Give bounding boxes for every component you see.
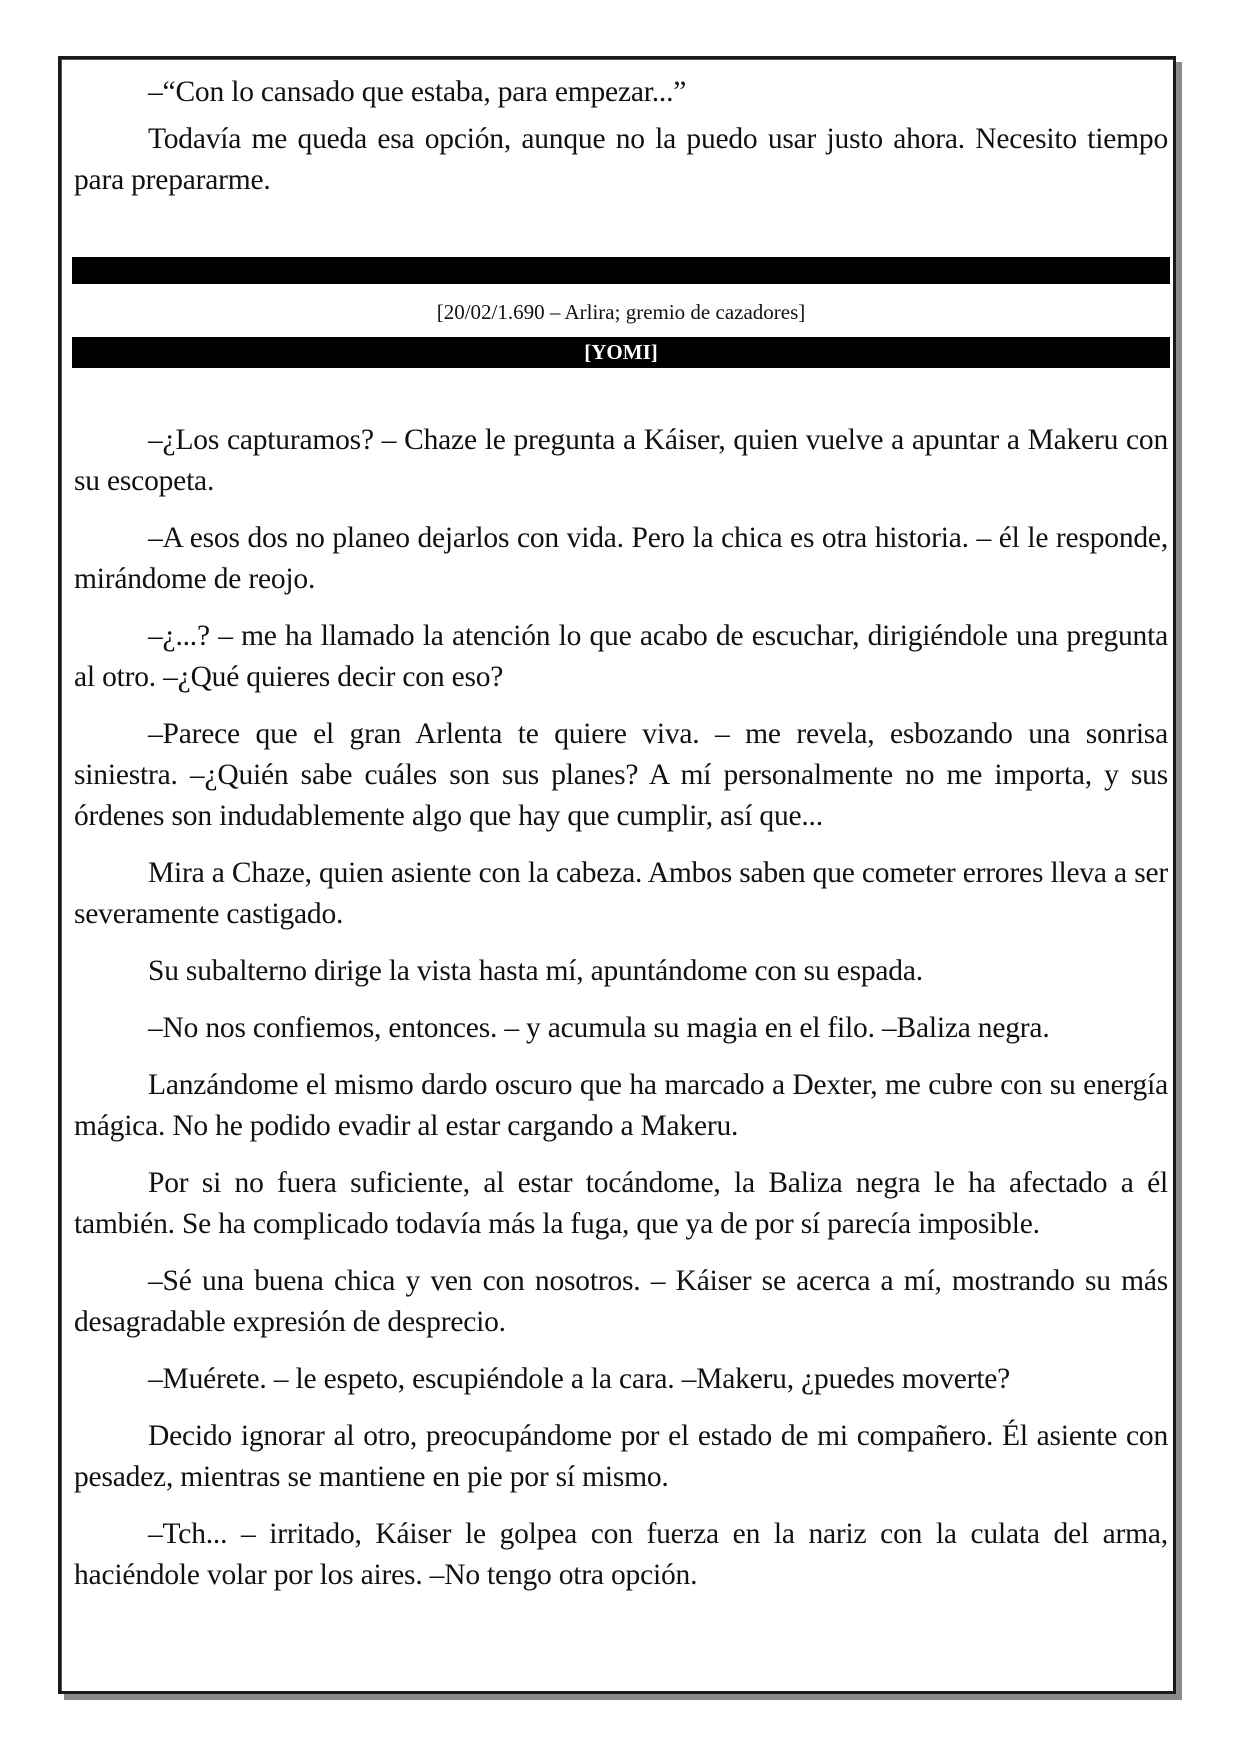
scene-caption: [20/02/1.690 – Arlira; gremio de cazadores] xyxy=(436,300,806,324)
page-content xyxy=(74,72,1168,1596)
paragraph-2: –A esos dos no planeo dejarlos con vida. Pero la chica es otra historia. – él le responde, mirándome de reojo. xyxy=(74,522,1168,595)
pov-header-bar xyxy=(72,337,1170,368)
paragraph-5: Mira a Chaze, quien asiente con la cabeza. Ambos saben que cometer errores lleva a ser severamente castigado. xyxy=(74,857,1168,930)
paragraph-9: Por si no fuera suficiente, al estar tocándome, la Baliza negra le ha afectado a él también. Se ha complicado todavía más la fuga, que ya de por sí parecía imposible. xyxy=(74,1167,1168,1240)
scene-divider-bar xyxy=(72,257,1170,284)
paragraph-8: Lanzándome el mismo dardo oscuro que ha marcado a Dexter, me cubre con su energía mágica. No he podido evadir al estar cargando a Makeru. xyxy=(74,1069,1168,1142)
paragraph-3: –¿...? – me ha llamado la atención lo que acabo de escuchar, dirigiéndole una pregunta al otro. –¿Qué quieres decir con eso? xyxy=(74,620,1168,693)
paragraph-12: Decido ignorar al otro, preocupándome por el estado de mi compañero. Él asiente con pesadez, mientras se mantiene en pie por sí mismo. xyxy=(74,1420,1168,1493)
intro-paragraph-2: Todavía me queda esa opción, aunque no la puedo usar justo ahora. Necesito tiempo para prepararme. xyxy=(74,123,1168,196)
paragraph-1: –¿Los capturamos? – Chaze le pregunta a Káiser, quien vuelve a apuntar a Makeru con su escopeta. xyxy=(74,424,1168,497)
pov-label: [YOMI] xyxy=(584,340,658,364)
paragraph-13: –Tch... – irritado, Káiser le golpea con fuerza en la nariz con la culata del arma, haciéndole volar por los aires. –No tengo otra opción. xyxy=(74,1518,1168,1591)
paragraph-11: –Muérete. – le espeto, escupiéndole a la cara. –Makeru, ¿puedes moverte? xyxy=(148,1363,1011,1395)
paragraph-7: –No nos confiemos, entonces. – y acumula su magia en el filo. –Baliza negra. xyxy=(148,1012,1050,1044)
paragraph-10: –Sé una buena chica y ven con nosotros. – Káiser se acerca a mí, mostrando su más desagradable expresión de desprecio. xyxy=(74,1265,1168,1338)
paragraph-4: –Parece que el gran Arlenta te quiere viva. – me revela, esbozando una sonrisa siniestra. –¿Quién sabe cuáles son sus planes? A mí personalmente no me importa, y sus órdenes son indudablemente algo que hay que cumplir, así que... xyxy=(74,718,1168,832)
paragraph-6: Su subalterno dirige la vista hasta mí, apuntándome con su espada. xyxy=(148,955,923,987)
intro-paragraph-1: –“Con lo cansado que estaba, para empezar...” xyxy=(148,76,687,108)
